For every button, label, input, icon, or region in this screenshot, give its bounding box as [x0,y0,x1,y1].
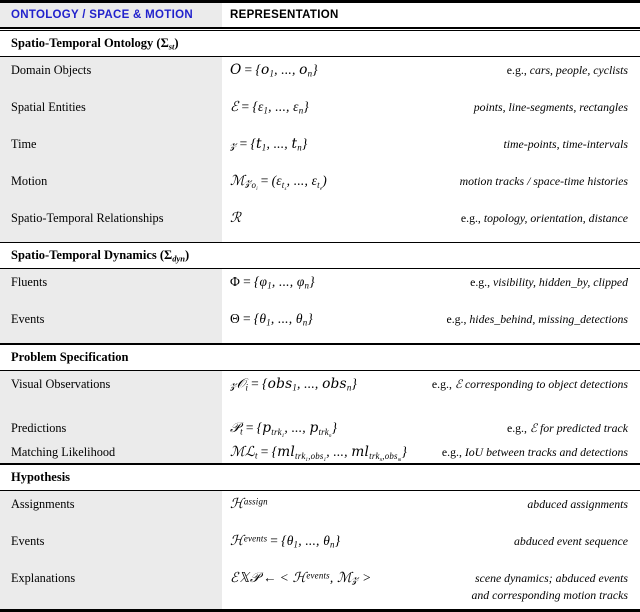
table-row-visual-observations [0,371,640,415]
row-representation-events-dynamics [222,306,640,343]
note-time: time-points, time-intervals [503,137,628,151]
header-cell-representation [222,3,640,27]
header-label-representation: REPRESENTATION [230,9,339,21]
row-representation-motion [222,168,640,205]
table-row-events-dynamics [0,306,640,343]
math-visual-observations: 𝓏𝒪i = {obs1, ..., obsn} [230,376,358,393]
math-fluents: Φ = {φ1, ..., φn} [230,274,315,291]
row-label-events-hypothesis: Events [0,528,222,565]
row-label-visual-observations: Visual Observations [0,371,222,415]
row-representation-time [222,131,640,168]
math-matching-likelihood: ℳℒt = {mltrk$_1$,obs$_1$, ..., mltrk$_n$,obs$_m$} [230,443,408,463]
note-visual-observations: e.g., ℰ corresponding to object detections [431,377,628,391]
row-representation-domain-objects [222,57,640,94]
section-header-spatio-temporal-ontology [0,31,640,56]
note-predictions: e.g., ℰ for predicted track [506,421,628,435]
table-bottom-rule [0,609,640,612]
row-representation-assignments [222,491,640,528]
table-row-fluents [0,269,640,306]
row-representation-spatial-entities [222,94,640,131]
section-title-ontology: Spatio-Temporal Ontology $(\Sigma_{st})$ [11,35,179,52]
math-relationships: ℛ [230,210,242,226]
row-representation-fluents [222,269,640,306]
row-label-spatial-entities: Spatial Entities [0,94,222,131]
row-label-assignments: Assignments [0,491,222,528]
note-spatial-entities: points, line-segments, rectangles [473,100,628,114]
table-row-motion [0,168,640,205]
note-matching-likelihood: e.g., IoU between tracks and detections [441,444,628,459]
row-label-matching-likelihood: Matching Likelihood [0,439,222,463]
table-row-time [0,131,640,168]
row-label-fluents: Fluents [0,269,222,306]
section-title-dynamics: Spatio-Temporal Dynamics $(\Sigma_{dyn})$ [11,247,190,264]
table-row-events-hypothesis [0,528,640,565]
note-explanations-line1: scene dynamics; abduced events [475,570,628,585]
section-title-problem-specification: Problem Specification [11,350,129,364]
row-representation-relationships [222,205,640,242]
note-explanations [428,570,632,609]
section-header-hypothesis [0,465,640,490]
row-representation-events-hypothesis [222,528,640,565]
table-row-predictions [0,415,640,439]
row-label-time: Time [0,131,222,168]
section-header-spatio-temporal-dynamics [0,243,640,268]
row-representation-matching-likelihood [222,439,640,463]
row-representation-explanations [222,565,640,609]
section-header-problem-specification [0,345,640,370]
note-relationships: e.g., topology, orientation, distance [460,211,628,225]
row-representation-visual-observations [222,371,640,415]
note-assignments: abduced assignments [527,496,628,511]
note-motion: motion tracks / space-time histories [459,174,628,188]
row-representation-predictions [222,415,640,439]
math-predictions: 𝒫t = {ptrk$_1$, ..., ptrk$_n$} [230,420,338,439]
table-row-relationships [0,205,640,242]
note-fluents: e.g., visibility, hidden_by, clipped [470,275,628,289]
note-explanations-line2: and corresponding motion tracks [471,587,628,602]
row-label-predictions: Predictions [0,415,222,439]
header-label-ontology: ONTOLOGY / SPACE & MOTION [11,9,193,21]
table-row-domain-objects [0,57,640,94]
math-events-dynamics: Θ = {θ1, ..., θn} [230,311,313,328]
note-domain-objects: e.g., cars, people, cyclists [506,63,628,77]
row-label-relationships: Spatio-Temporal Relationships [0,205,222,242]
table-row-assignments [0,491,640,528]
math-assignments: ℋ$^{assign}$ [230,495,268,512]
note-events-hypothesis: abduced event sequence [514,533,628,548]
math-domain-objects: O = {o1, ..., on} [230,62,318,79]
row-label-explanations: Explanations [0,565,222,609]
math-motion: ℳ𝓏o$_i$= ($\varepsilon t_s$, ..., $\varepsilon t_e$) [230,173,327,192]
math-events-hypothesis: ℋ$^{events}$ = {θ1, ..., θn} [230,532,341,550]
table-header-row [0,3,640,27]
row-label-motion: Motion [0,168,222,205]
math-time: 𝓏 = {t1, ..., tn} [230,136,308,153]
row-label-events-dynamics: Events [0,306,222,343]
math-explanations: ℰ𝕏𝒫 ← < ℋ$^{events}$, ℳ𝓏 > [230,569,372,586]
table-row-matching-likelihood [0,439,640,463]
table-row-explanations [0,565,640,609]
table-row-spatial-entities [0,94,640,131]
note-events-dynamics: e.g., hides_behind, missing_detections [446,312,628,326]
section-title-hypothesis: Hypothesis [11,469,71,484]
math-spatial-entities: ℰ = {ε1, ..., εn} [230,99,309,116]
row-label-domain-objects: Domain Objects [0,57,222,94]
header-cell-ontology [0,3,222,27]
